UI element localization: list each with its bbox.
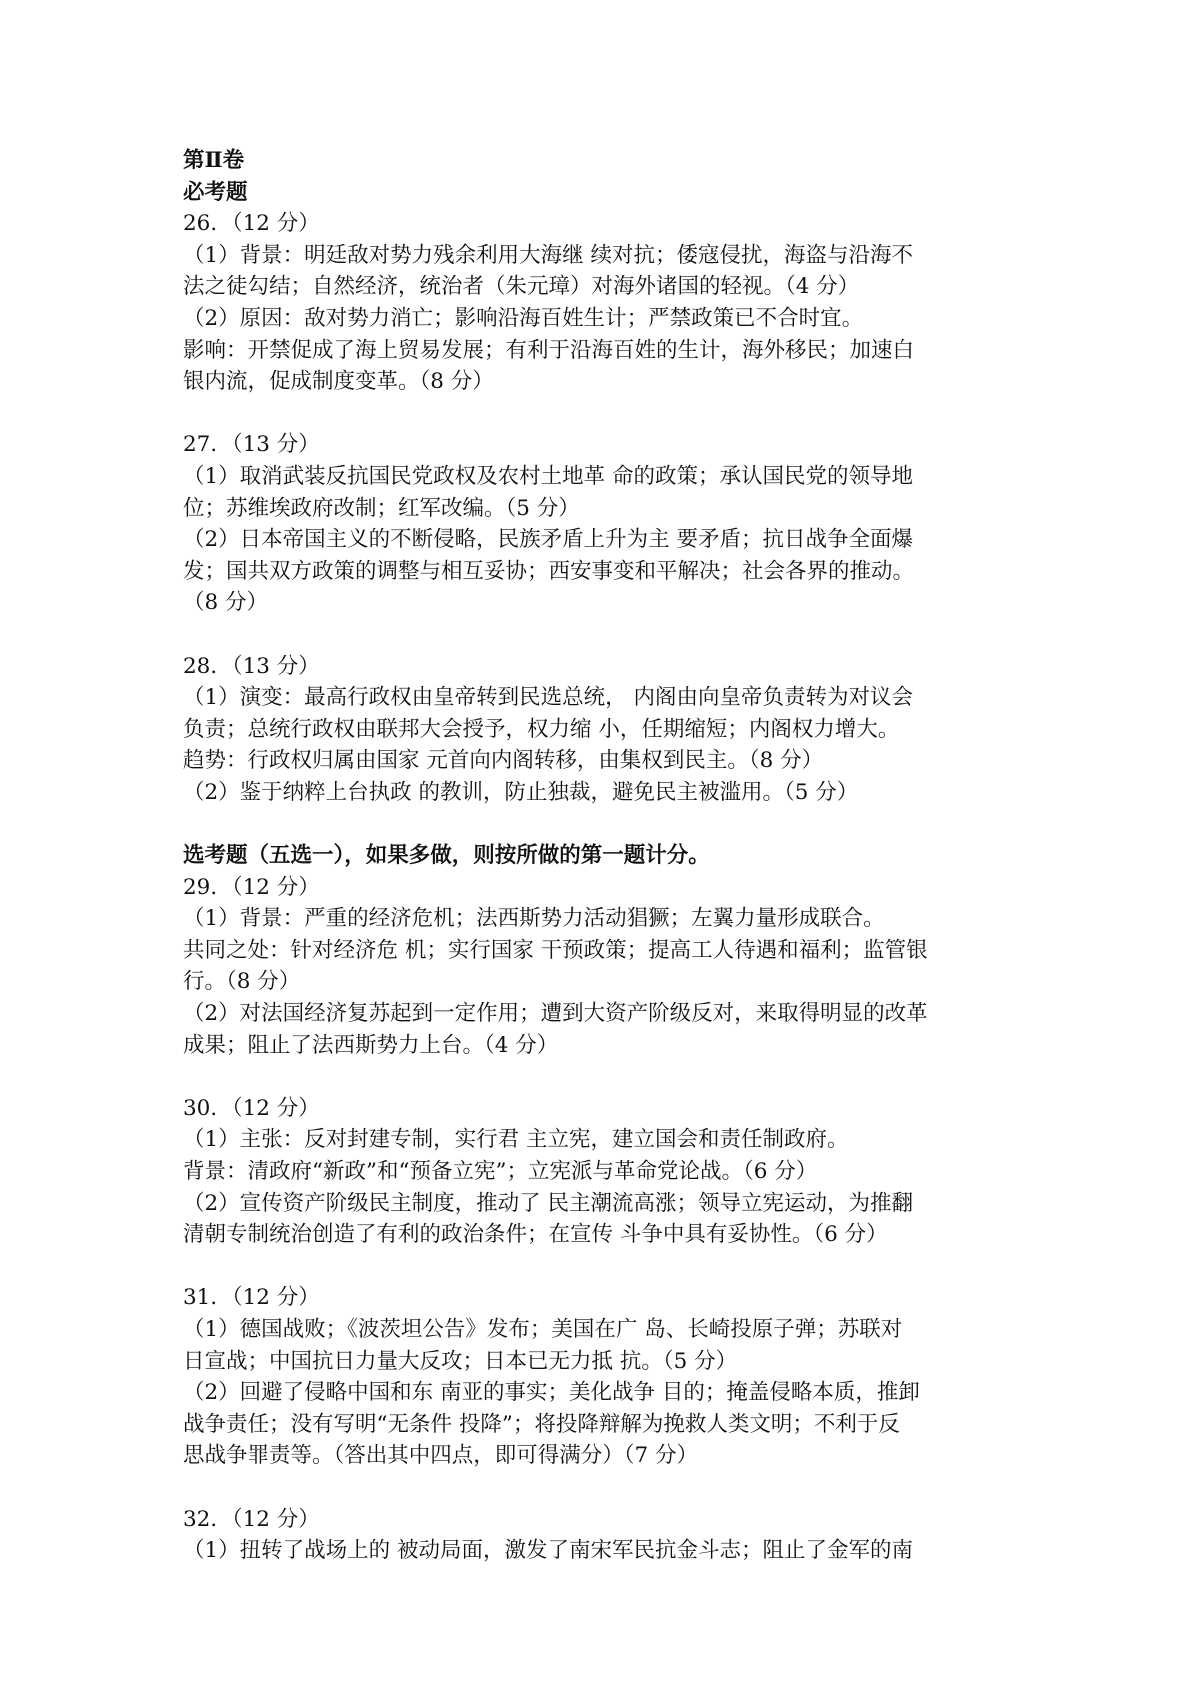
question-26-number: 26．（12 分）: [183, 211, 320, 237]
question-29-line: （1）背景：严重的经济危机；法西斯势力活动猖獗；左翼力量形成联合。: [183, 906, 885, 932]
question-32-line: （1）扭转了战场上的 被动局面，激发了南宋军民抗金斗志；阻止了金军的南: [183, 1538, 914, 1564]
question-28-line: （2）鉴于纳粹上台执政 的教训，防止独裁，避免民主被滥用。（5 分）: [183, 779, 859, 805]
required-section-title: 必考题: [183, 179, 248, 205]
question-30-line: 背景：清政府“新政”和“预备立宪”；立宪派与革命党论战。（6 分）: [183, 1159, 818, 1184]
question-27-line: （1）取消武装反抗国民党政权及农村土地革 命的政策；承认国民党的领导地: [183, 463, 914, 489]
question-29-line: 共同之处：针对经济危 机；实行国家 干预政策；提高工人待遇和福利；监管银: [183, 937, 928, 963]
volume-title: 第Ⅱ卷: [183, 148, 245, 173]
question-27-number: 27．（13 分）: [183, 432, 320, 458]
question-31-line: （2）回避了侵略中国和东 南亚的事实；美化战争 目的；掩盖侵略本质，推卸: [183, 1380, 920, 1406]
spacer: [183, 1251, 1043, 1283]
question-29-line: 成果；阻止了法西斯势力上台。（4 分）: [183, 1032, 559, 1058]
question-31-line: 思战争罪责等。（答出其中四点，即可得满分）（7 分）: [183, 1443, 699, 1469]
question-31-line: 战争责任；没有写明“无条件 投降”；将投降辩解为挽救人类文明；不利于反: [183, 1411, 900, 1437]
spacer: [183, 619, 1043, 651]
question-30-line: 清朝专制统治创造了有利的政治条件；在宣传 斗争中具有妥协性。（6 分）: [183, 1222, 888, 1248]
question-32-number: 32．（12 分）: [183, 1506, 320, 1532]
spacer: [183, 1472, 1043, 1504]
question-27-line: 发；国共双方政策的调整与相互妥协；西安事变和平解决；社会各界的推动。: [183, 558, 915, 584]
question-31-line: （1）德国战败；《波茨坦公告》发布；美国在广 岛、长崎投原子弹；苏联对: [183, 1316, 903, 1342]
question-28-number: 28．（13 分）: [183, 653, 320, 679]
question-27-line: （2）日本帝国主义的不断侵略，民族矛盾上升为主 要矛盾；抗日战争全面爆: [183, 527, 914, 553]
spacer: [183, 1061, 1043, 1093]
spacer: [183, 808, 1043, 840]
answer-sheet: [183, 145, 1043, 1567]
question-27-line: 位；苏维埃政府改制；红军改编。（5 分）: [183, 495, 580, 521]
question-26-line: （1）背景：明廷敌对势力残余利用大海继 续对抗；倭寇侵扰，海盗与沿海不: [183, 242, 914, 268]
question-30-number: 30．（12 分）: [183, 1095, 320, 1121]
question-30-line: （1）主张：反对封建专制，实行君 主立宪，建立国会和责任制政府。: [183, 1127, 849, 1153]
question-31-number: 31．（12 分）: [183, 1285, 320, 1311]
elective-section-title: 选考题（五选一），如果多做，则按所做的第一题计分。: [183, 843, 710, 869]
question-28-line: （1）演变：最高行政权由皇帝转到民选总统， 内阁由向皇帝负责转为对议会: [183, 685, 914, 711]
question-30-line: （2）宣传资产阶级民主制度，推动了 民主潮流高涨；领导立宪运动，为推翻: [183, 1190, 914, 1216]
question-26-line: 法之徒勾结；自然经济，统治者（朱元璋）对海外诸国的轻视。（4 分）: [183, 274, 860, 300]
question-26-line: 银内流，促成制度变革。（8 分）: [183, 369, 494, 395]
spacer: [183, 398, 1043, 430]
question-26-line: （2）原因：敌对势力消亡；影响沿海百姓生计；严禁政策已不合时宜。: [183, 305, 864, 331]
question-28-line: 趋势：行政权归属由国家 元首向内阁转移，由集权到民主。（8 分）: [183, 748, 824, 774]
question-29-line: （2）对法国经济复苏起到一定作用；遭到大资产阶级反对，来取得明显的改革: [183, 1001, 928, 1027]
question-29-line: 行。（8 分）: [183, 969, 301, 995]
question-27-line: （8 分）: [183, 590, 269, 616]
question-29-number: 29．（12 分）: [183, 874, 320, 900]
question-28-line: 负责；总统行政权由联邦大会授予，权力缩 小，任期缩短；内阁权力增大。: [183, 716, 900, 742]
question-31-line: 日宣战；中国抗日力量大反攻；日本已无力抵 抗。（5 分）: [183, 1348, 738, 1374]
question-26-line: 影响：开禁促成了海上贸易发展；有利于沿海百姓的生计，海外移民；加速白: [183, 337, 915, 363]
